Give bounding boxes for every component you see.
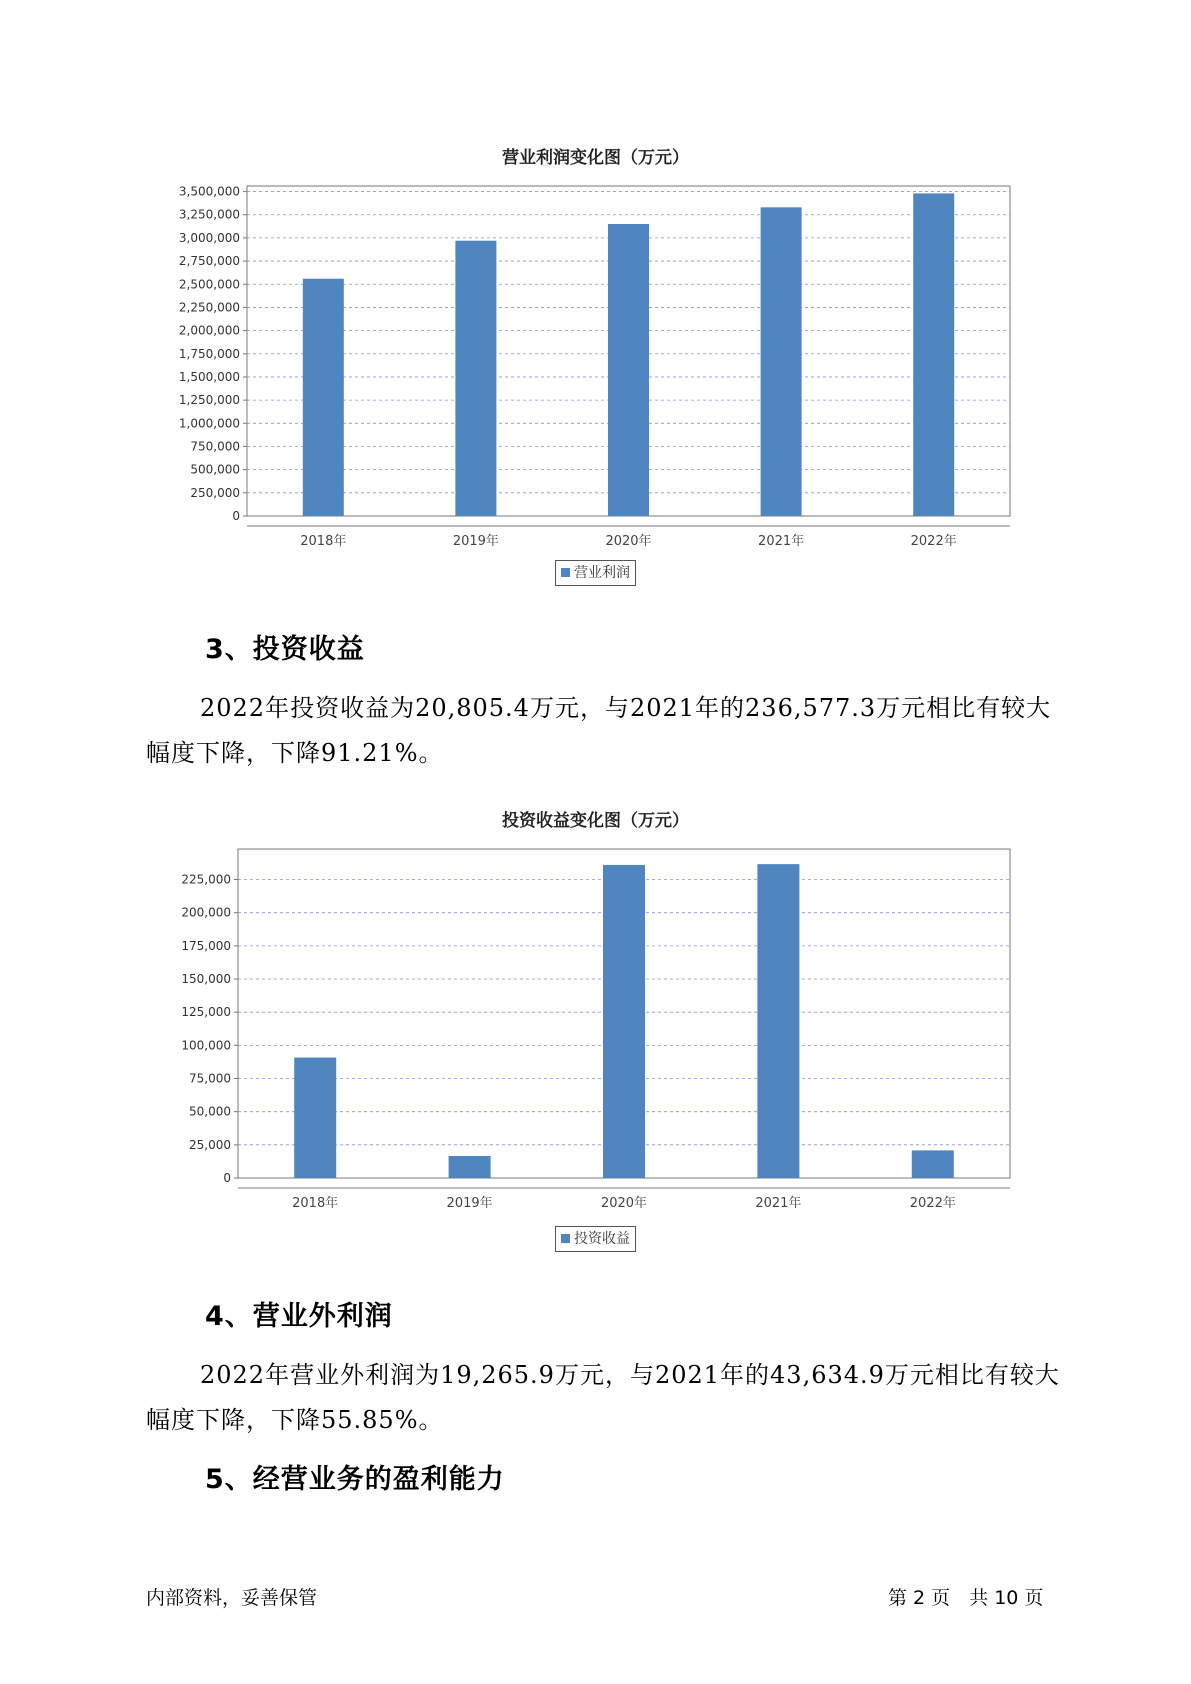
chart-1-ytick-label: 2,250,000 — [178, 300, 240, 315]
chart-2-ytick-label: 225,000 — [181, 872, 231, 887]
chart-1-ytick-label: 2,500,000 — [178, 277, 240, 292]
chart-2-xtick-label: 2019年 — [446, 1196, 493, 1211]
chart-1-xtick-label: 2022年 — [910, 534, 957, 549]
chart-2-ytick-label: 100,000 — [181, 1038, 231, 1053]
chart-1-xtick-label: 2018年 — [300, 534, 347, 549]
chart-2-bar — [912, 1150, 954, 1178]
chart-1-title: 营业利润变化图（万元） — [502, 148, 689, 168]
chart-2-xtick-label: 2021年 — [755, 1196, 802, 1211]
footer-left: 内部资料，妥善保管 — [146, 1587, 318, 1609]
chart-2-bar — [294, 1058, 336, 1178]
chart-1-ytick-label: 1,500,000 — [178, 369, 240, 384]
section-4-heading: 4、营业外利润 — [205, 1301, 393, 1332]
chart-1-ytick-label: 500,000 — [190, 462, 240, 477]
chart-1-ytick-label: 1,000,000 — [178, 416, 240, 431]
chart-1-ytick-label: 2,750,000 — [178, 254, 240, 269]
chart-2-bar — [449, 1156, 491, 1178]
chart-1-xtick-label: 2021年 — [758, 534, 805, 549]
chart-2-ytick-label: 125,000 — [181, 1005, 231, 1020]
chart-1-ytick-label: 3,250,000 — [178, 207, 240, 222]
chart-1-ytick-label: 250,000 — [190, 485, 240, 500]
chart-1-ytick-label: 0 — [232, 509, 240, 523]
chart-2-legend-label: 投资收益 — [574, 1231, 630, 1247]
section-3-heading: 3、投资收益 — [205, 634, 365, 665]
section-4-paragraph: 2022年营业外利润为19,265.9万元，与2021年的43,634.9万元相比有较大幅度下降，下降55.85%。 — [146, 1361, 1060, 1434]
chart-2-xtick-label: 2020年 — [600, 1196, 648, 1211]
legend-swatch-icon — [561, 1234, 570, 1243]
chart-2-ytick-label: 75,000 — [189, 1071, 231, 1086]
chart-2-xtick-label: 2018年 — [292, 1196, 339, 1211]
section-3-paragraph: 2022年投资收益为20,805.4万元，与2021年的236,577.3万元相比有较大幅度下降，下降91.21%。 — [146, 694, 1052, 767]
chart-2-xtick-label: 2022年 — [909, 1196, 956, 1211]
chart-2-ytick-label: 25,000 — [189, 1137, 231, 1152]
chart-1-ytick-label: 3,500,000 — [178, 184, 240, 199]
footer-page-number: 第 2 页 共 10 页 — [888, 1587, 1044, 1609]
chart-2-bar — [603, 865, 645, 1178]
chart-1-ytick-label: 1,750,000 — [178, 346, 240, 361]
chart-2-bar — [757, 864, 799, 1178]
chart-1-xtick-label: 2020年 — [605, 534, 652, 549]
chart-1-xtick-label: 2019年 — [452, 534, 499, 549]
section-5-heading: 5、经营业务的盈利能力 — [205, 1464, 505, 1495]
chart-1-ytick-label: 3,000,000 — [178, 230, 240, 245]
chart-2-title: 投资收益变化图（万元） — [502, 811, 689, 831]
chart-2-legend — [555, 1226, 636, 1252]
chart-2-ytick-label: 175,000 — [181, 938, 231, 953]
chart-1-ytick-label: 2,000,000 — [178, 323, 240, 338]
chart-1-legend-label: 营业利润 — [574, 565, 630, 581]
chart-1-ytick-label: 750,000 — [190, 439, 240, 454]
chart-2-ytick-label: 50,000 — [189, 1104, 231, 1119]
chart-1-ytick-label: 1,250,000 — [178, 393, 240, 408]
chart-2-ytick-label: 150,000 — [181, 972, 231, 987]
chart-2-ytick-label: 0 — [223, 1171, 231, 1185]
chart-2-ytick-label: 200,000 — [181, 905, 231, 920]
